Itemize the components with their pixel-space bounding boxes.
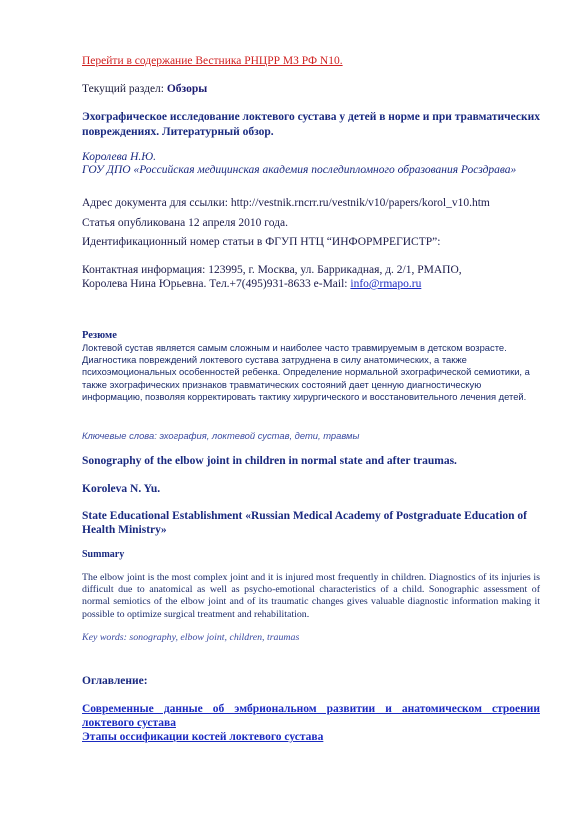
article-organization: ГОУ ДПО «Российская медицинская академия последипломного образования Росздрава» bbox=[82, 164, 517, 176]
abstract-ru-heading: Резюме bbox=[82, 330, 117, 341]
summary-heading: Summary bbox=[82, 549, 125, 560]
abstract-en-organization: State Educational Establishment «Russian Medical Academy of Postgraduate Education of Health Ministry» bbox=[82, 510, 528, 536]
abstract-en-title: Sonography of the elbow joint in children in normal state and after traumas. bbox=[82, 455, 457, 467]
contact-email-link[interactable]: info@rmapo.ru bbox=[350, 278, 422, 290]
keywords-ru: Ключевые слова: эхография, локтевой сустав, дети, травмы bbox=[82, 430, 360, 441]
journal-contents-link[interactable]: Перейти в содержание Вестника РНЦРР МЗ РФ N10. bbox=[82, 55, 343, 67]
current-section-label: Текущий раздел: bbox=[82, 83, 167, 95]
summary-body: The elbow joint is the most complex joint and it is injured most frequently in children. Diagnostics of its injuries is difficult due to anatomical as well as psycho-emotional characteristics of a child. Sonographic assessment of normal semiotics of the elbow joint and of its traumatic changes gives valuable diagnostic information making it possible to optimize surgical treatment and rehabilitation. bbox=[82, 572, 540, 620]
toc-heading: Оглавление: bbox=[82, 675, 148, 687]
contact-info: Контактная информация: 123995, г. Москва, ул. Баррикадная, д. 2/1, РМАПО, bbox=[82, 264, 462, 276]
publication-date: Статья опубликована 12 апреля 2010 года. bbox=[82, 217, 288, 229]
current-section-value: Обзоры bbox=[166, 83, 208, 95]
contact-person-text: Королева Нина Юрьевна. Тел.+7(495)931-8633 e-Mail: bbox=[82, 278, 351, 290]
keywords-en: Key words: sonography, elbow joint, children, traumas bbox=[82, 632, 300, 643]
current-section bbox=[82, 83, 207, 95]
article-title: Эхографическое исследование локтевого сустава у детей в норме и при травматических повреждениях. Литературный обзор. bbox=[82, 111, 541, 138]
article-author: Королева Н.Ю. bbox=[82, 151, 157, 163]
article-id-line: Идентификационный номер статьи в ФГУП НТЦ “ИНФОРМРЕГИСТР”: bbox=[82, 236, 441, 248]
abstract-ru-body: Локтевой сустав является самым сложным и наиболее часто травмируемым в детском возрасте. Диагностика повреждений локтевого сустава затруднена в силу анатомических, а также психоэмоциональных особенностей ребенка. Определение нормальной эхографической семиотики, а также эхографических признаков травматических состояний дает ценную диагностическую информацию, позволяя корректировать тактику хирургического и восстановительного лечения детей. bbox=[82, 342, 530, 402]
contact-person bbox=[82, 278, 421, 290]
abstract-en-author: Koroleva N. Yu. bbox=[82, 483, 161, 495]
toc-link-embryonic-development[interactable]: Современные данные об эмбриональном развитии и анатомическом строении локтевого сустава bbox=[82, 703, 540, 729]
toc-link-ossification-stages[interactable]: Этапы оссификации костей локтевого сустава bbox=[82, 731, 324, 743]
document-address: Адрес документа для ссылки: http://vestnik.rncrr.ru/vestnik/v10/papers/korol_v10.htm bbox=[82, 197, 490, 209]
